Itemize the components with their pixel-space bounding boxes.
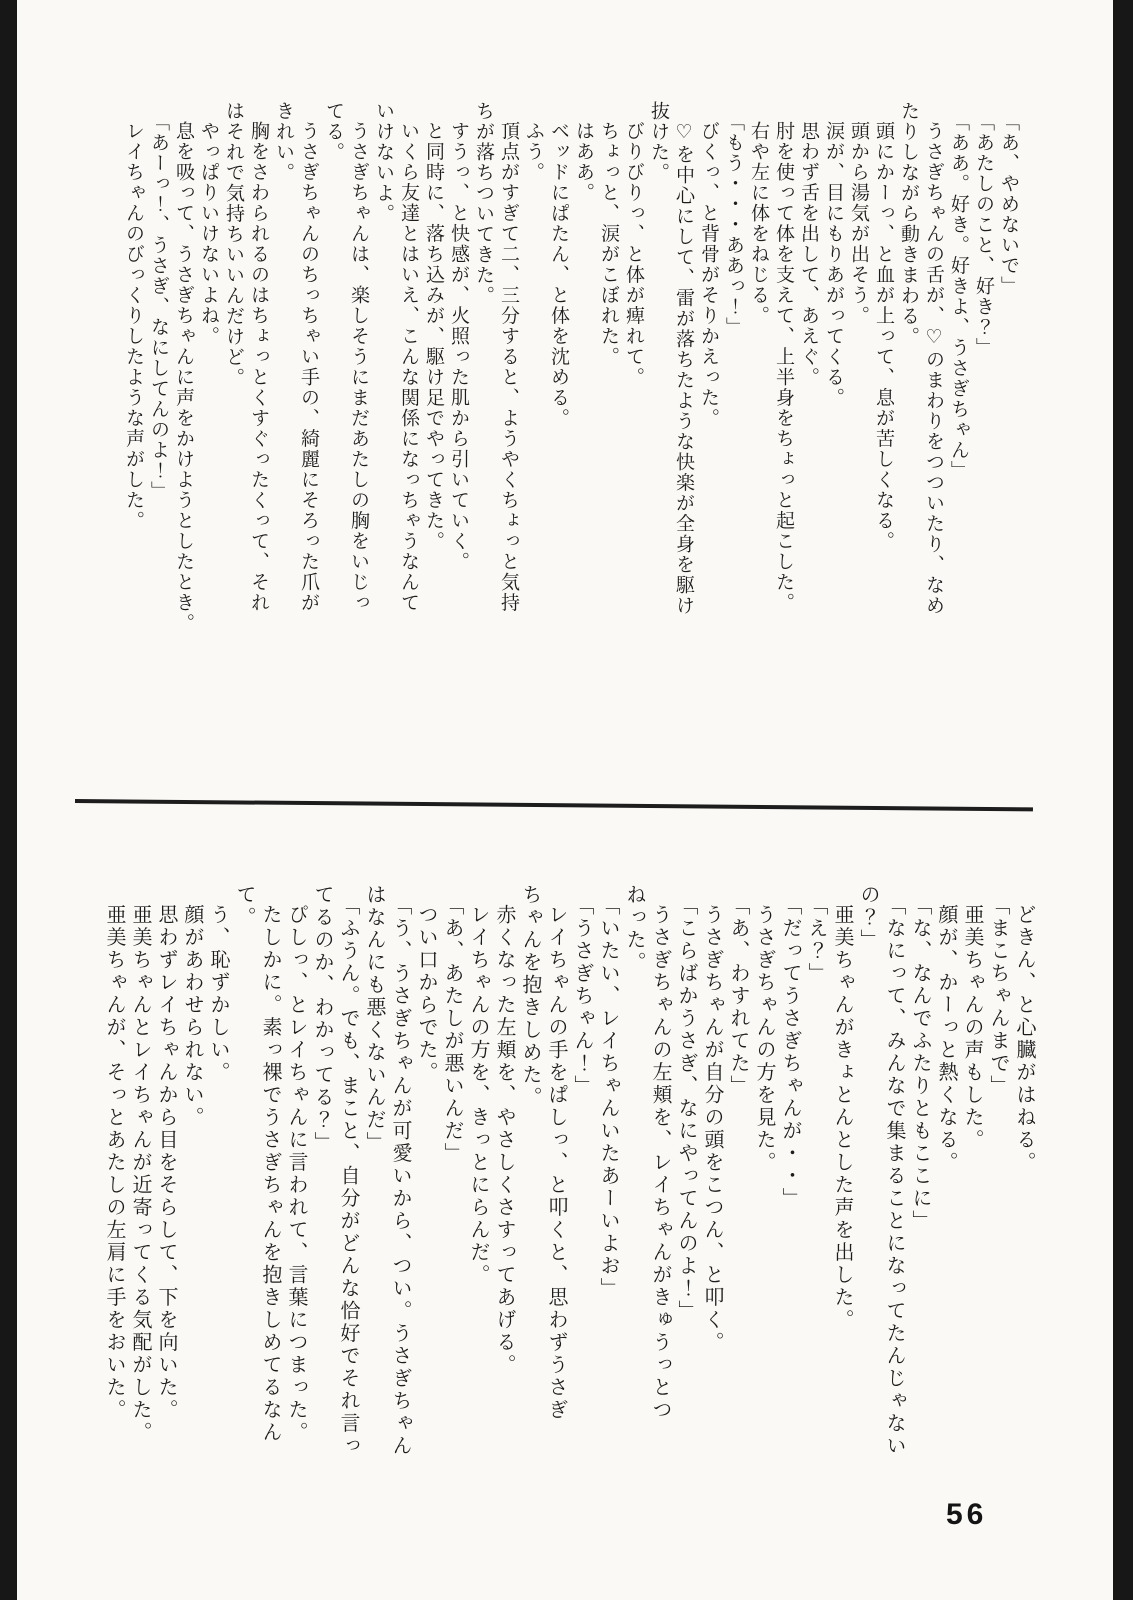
text-column: レイちゃんの手をぱしっ、と叩くと、思わずうさぎ [545, 904, 567, 1422]
text-column: てる。 [323, 101, 344, 163]
text-column: 頂点がすぎて二、三分すると、ようやくちょっと気持 [498, 121, 519, 613]
text-column: 「だってうさぎちゃんが・・」 [779, 895, 801, 1210]
text-column: 「あたしのこと、好き？」 [973, 112, 994, 358]
text-column: 顔があわせられない。 [181, 904, 203, 1129]
text-column: どきん、と心臓がはねる。 [1013, 904, 1035, 1174]
text-column: たりしながら動きまわる。 [898, 101, 919, 347]
text-column: 「な、なんでふたりともここに」 [909, 895, 931, 1233]
text-column: ねった。 [623, 884, 645, 974]
text-column: はそれで気持ちいいんだけど。 [223, 101, 244, 388]
text-column: の？」 [857, 884, 879, 952]
text-column: 頭から湯気が出そう。 [848, 121, 869, 326]
text-column: 「まこちゃんまで」 [987, 895, 1009, 1098]
text-column: いけないよ。 [373, 101, 394, 224]
text-column: いくら友達とはいえ、こんな関係になっちゃうなんて [398, 121, 419, 613]
text-column: 胸をさわられるのはちょっとくすぐったくって、それ [248, 121, 269, 613]
text-column: 右や左に体をねじる。 [748, 121, 769, 326]
text-column: 亜美ちゃんの声もした。 [961, 904, 983, 1152]
text-column: 「え？」 [805, 895, 827, 985]
text-column: て。 [233, 884, 255, 929]
text-column: きれい。 [273, 101, 294, 183]
text-column: 息を吸って、うさぎちゃんに声をかけようとしたとき。 [173, 121, 194, 634]
text-column: 肘を使って体を支えて、上半身をちょっと起こした。 [773, 121, 794, 613]
text-column: ちゃんを抱きしめた。 [519, 884, 541, 1109]
text-column: 「こらばかうさぎ、なにやってんのよ！」 [675, 895, 697, 1323]
text-column: ふう。 [523, 121, 544, 183]
section-divider [75, 799, 1033, 811]
top-text-block [121, 101, 1021, 634]
text-column: 亜美ちゃんとレイちゃんが近寄ってくる気配がした。 [129, 904, 151, 1444]
text-column: 「う、うさぎちゃんが可愛いから、つい。うさぎちゃん [389, 895, 411, 1458]
text-column: うさぎちゃんの方を見た。 [753, 904, 775, 1174]
text-column: うさぎちゃんの舌が、♡のまわりをつついたり、なめ [923, 121, 944, 616]
text-column: 思わずレイちゃんから目をそらして、下を向いた。 [155, 904, 177, 1422]
text-column: ぴしっ、とレイちゃんに言われて、言葉につまった。 [285, 904, 307, 1444]
text-column: うさぎちゃんのちっちゃい手の、綺麗にそろった爪が [298, 121, 319, 613]
text-column: たしかに。素っ裸でうさぎちゃんを抱きしめてるなん [259, 904, 281, 1444]
text-column: てるのか、わかってる？」 [311, 884, 333, 1154]
text-column: ちが落ちついてきた。 [473, 101, 494, 306]
text-column: びりびりっ、と体が痺れて。 [623, 121, 644, 388]
text-column: 「あ、あたしが悪いんだ」 [441, 895, 463, 1165]
text-column: 「うさぎちゃん！」 [571, 895, 593, 1098]
page-number: 56 [946, 1498, 988, 1531]
text-column: 「もう・・・ああっ！」 [723, 112, 744, 338]
text-column: 涙が、目にもりあがってくる。 [823, 121, 844, 408]
text-column: 抜けた。 [648, 101, 669, 183]
text-column: うさぎちゃんは、楽しそうにまだあたしの胸をいじっ [348, 121, 369, 613]
scan-edge-left [0, 0, 17, 1600]
scan-edge-right [1113, 0, 1133, 1600]
text-column: 頭にかーっ、と血が上って、息が苦しくなる。 [873, 121, 894, 552]
text-column: 思わず舌を出して、あえぐ。 [798, 121, 819, 388]
text-column: 「ふうん。でも、まこと、自分がどんな恰好でそれ言っ [337, 895, 359, 1458]
text-column: ♡を中心にして、雷が落ちたような快楽が全身を駆け [673, 121, 694, 616]
text-column: ベッドにぱたん、と体を沈める。 [548, 121, 569, 429]
text-column: やっぱりいけないよね。 [198, 121, 219, 347]
text-column: ちょっと、涙がこぼれた。 [598, 121, 619, 367]
text-column: うさぎちゃんの左頬を、レイちゃんがきゅうっとつ [649, 904, 671, 1422]
text-column: 「ああ。好き。好きよ、うさぎちゃん」 [948, 112, 969, 481]
text-column: 「なにって、みんなで集まることになってたんじゃない [883, 895, 905, 1458]
text-column: すうっ、と快感が、火照った肌から引いていく。 [448, 121, 469, 572]
text-column: はああ。 [573, 121, 594, 203]
text-column: 赤くなった左頬を、やさしくさすってあげる。 [493, 904, 515, 1377]
text-column: うさぎちゃんが自分の頭をこつん、と叩く。 [701, 904, 723, 1354]
text-column: と同時に、落ち込みが、駆け足でやってきた。 [423, 121, 444, 552]
text-column: 「あ、やめないで」 [998, 112, 1019, 297]
text-column: レイちゃんの方を、きっとにらんだ。 [467, 904, 489, 1287]
bottom-text-block [101, 884, 1037, 1458]
text-column: びくっ、と背骨がそりかえった。 [698, 121, 719, 429]
text-column: 顔が、かーっと熱くなる。 [935, 904, 957, 1174]
text-column: 亜美ちゃんがきょとんとした声を出した。 [831, 904, 853, 1332]
text-column: はなんにも悪くないんだ」 [363, 884, 385, 1154]
text-column: 「あ、わすれてた」 [727, 895, 749, 1098]
text-column: 「いたい、レイちゃんいたあーいよお」 [597, 895, 619, 1300]
text-column: 「あーっ！、うさぎ、なにしてんのよ！」 [148, 112, 169, 502]
text-column: つい口からでた。 [415, 904, 437, 1084]
text-column: う、恥ずかしい。 [207, 904, 229, 1084]
text-column: 亜美ちゃんが、そっとあたしの左肩に手をおいた。 [103, 904, 125, 1422]
text-column: レイちゃんのびっくりしたような声がした。 [123, 121, 144, 531]
